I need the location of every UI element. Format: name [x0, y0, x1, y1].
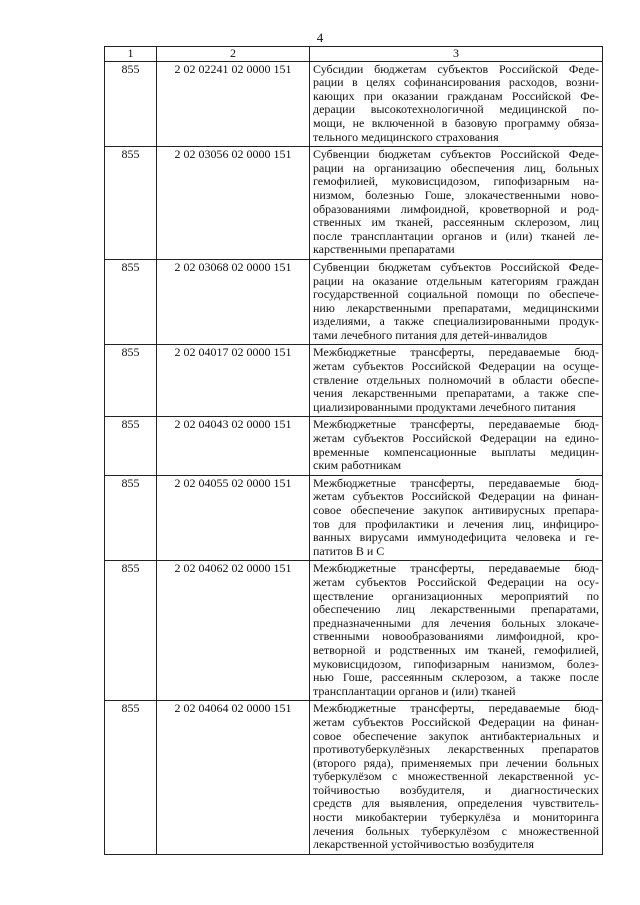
table-row: [105, 61, 603, 147]
description-line: жетам субъектов Российской Федерации на финан-: [313, 489, 599, 504]
description-line: тельного медицинского страхования: [313, 129, 499, 144]
description-line: патитов В и С: [313, 543, 385, 558]
description-line: совое обеспечение закупок антибактериальных и: [313, 728, 599, 743]
description-line: жетам субъектов Российской Федерации на осуще-: [313, 359, 599, 374]
description-line: предназначенными для лечения больных злокаче-: [313, 615, 599, 630]
description-line: кающих при оказании гражданам Российской Фе-: [313, 88, 599, 103]
description-line: нию лекарственными препаратами, медицинскими: [313, 300, 599, 315]
description-line: жетам субъектов Российской Федерации на финан-: [313, 714, 599, 729]
description-cell: [310, 701, 603, 855]
table-row: [105, 561, 603, 701]
description-line: низмом, болезнью Гоше, злокачественными ново-: [313, 187, 599, 202]
description-line: временные компенсационные выплаты медицин-: [313, 444, 599, 459]
description-line: лекарственной устойчивостью возбудителя: [313, 837, 535, 852]
description-cell: [310, 475, 603, 561]
column-header: 1: [105, 47, 157, 62]
description-line: Субвенции бюджетам субъектов Российской Феде-: [313, 147, 599, 162]
page-number: 4: [316, 30, 324, 45]
column-header: 2: [157, 47, 310, 62]
description-line: государственной социальной помощи по обеспече-: [313, 287, 599, 302]
description-cell: [310, 345, 603, 417]
description-line: карственными препаратами: [313, 242, 455, 257]
description-line: тов для профилактики и лечения лиц, инфициро-: [313, 516, 599, 531]
description-line: рации в целях софинансирования расходов, возни-: [313, 75, 599, 90]
description-cell: [310, 417, 603, 475]
description-line: образованиями лимфоидной, кроветворной и род-: [313, 201, 599, 216]
description-cell: [310, 259, 603, 345]
admin-code-cell: 855: [105, 701, 157, 855]
description-line: ществление организационных мероприятий по: [313, 588, 599, 603]
description-line: ности микобактерии туберкулёза и мониторинга: [313, 810, 599, 825]
description-line: противотуберкулёзных лекарственных препаратов: [313, 742, 599, 757]
description-line: ствление отдельных полномочий в области обеспе-: [313, 372, 599, 387]
description-line: туберкулёзом с множественной лекарственной ус-: [313, 769, 599, 784]
admin-code-cell: 855: [105, 475, 157, 561]
description-line: гемофилией, муковисцидозом, гипофизарным на-: [313, 174, 599, 189]
description-line: изделиями, а также специализированными продук-: [313, 314, 599, 329]
description-line: тами лечебного питания для детей-инвалидов: [313, 327, 548, 342]
budget-code-cell: 2 02 04017 02 0000 151: [157, 345, 310, 417]
description-line: циализированными продуктами лечебного питания: [313, 399, 576, 414]
description-line: жетам субъектов Российской Федерации на осу-: [313, 574, 599, 589]
budget-code-cell: 2 02 03068 02 0000 151: [157, 259, 310, 345]
budget-codes-table: [104, 46, 603, 855]
description-line: лечения больных туберкулёзом с множественной: [313, 823, 599, 838]
description-line: рации на организацию обеспечения лиц, больных: [313, 160, 599, 175]
description-line: Межбюджетные трансферты, передаваемые бюд-: [313, 417, 599, 432]
description-line: ственными новообразованиями лимфоидной, кро-: [313, 629, 599, 644]
table-row: [105, 345, 603, 417]
table-row: [105, 417, 603, 475]
table-row: [105, 701, 603, 855]
description-line: Межбюджетные трансферты, передаваемые бюд-: [313, 475, 599, 490]
description-line: рации на оказание отдельным категориям граждан: [313, 273, 599, 288]
admin-code-cell: 855: [105, 561, 157, 701]
description-line: (второго ряда), применяемых при лечении больных: [313, 755, 599, 770]
description-line: Межбюджетные трансферты, передаваемые бюд-: [313, 561, 599, 576]
budget-code-cell: 2 02 04064 02 0000 151: [157, 701, 310, 855]
admin-code-cell: 855: [105, 259, 157, 345]
description-line: ванных вирусами иммунодефицита человека и ге-: [313, 530, 599, 545]
admin-code-cell: 855: [105, 61, 157, 147]
budget-code-cell: 2 02 04062 02 0000 151: [157, 561, 310, 701]
description-line: средств для выявления, определения чувствитель-: [313, 796, 599, 811]
budget-code-cell: 2 02 03056 02 0000 151: [157, 147, 310, 260]
budget-code-cell: 2 02 04055 02 0000 151: [157, 475, 310, 561]
admin-code-cell: 855: [105, 345, 157, 417]
description-line: трансплантации органов и (или) тканей: [313, 683, 516, 698]
admin-code-cell: 855: [105, 147, 157, 260]
description-line: Субвенции бюджетам субъектов Российской Феде-: [313, 259, 599, 274]
description-line: Субсидии бюджетам субъектов Российской Феде-: [313, 61, 599, 76]
description-line: Межбюджетные трансферты, передаваемые бюд-: [313, 345, 599, 360]
description-line: совое обеспечение закупок антивирусных препара-: [313, 503, 599, 517]
description-line: дерации высокотехнологичной медицинской по-: [313, 102, 599, 117]
column-header: 3: [310, 47, 603, 62]
description-line: нью Гоше, рассеянным склерозом, а также после: [313, 670, 599, 685]
table-row: [105, 259, 603, 345]
budget-code-cell: 2 02 04043 02 0000 151: [157, 417, 310, 475]
description-line: после трансплантации органов и (или) тканей ле-: [313, 228, 599, 243]
description-line: мощи, не включенной в базовую программу обяза-: [313, 115, 599, 130]
description-line: ским работникам: [313, 458, 402, 473]
description-cell: [310, 561, 603, 701]
table-row: [105, 147, 603, 260]
description-line: ственных им тканей, рассеянным склерозом, лиц: [313, 215, 599, 230]
description-cell: [310, 147, 603, 260]
table-row: [105, 475, 603, 561]
admin-code-cell: 855: [105, 417, 157, 475]
header-row: [105, 47, 603, 62]
description-line: чения лекарственными препаратами, а также спе-: [313, 386, 599, 401]
description-line: ветворной и родственных им тканей, гемофилией,: [313, 642, 599, 657]
budget-code-cell: 2 02 02241 02 0000 151: [157, 61, 310, 147]
description-line: тойчивостью возбудителя, и диагностических: [313, 782, 599, 797]
description-line: обеспечению лиц лекарственными препаратами,: [313, 602, 599, 617]
description-cell: [310, 61, 603, 147]
description-line: Межбюджетные трансферты, передаваемые бюд-: [313, 701, 599, 716]
description-line: жетам субъектов Российской Федерации на едино-: [313, 431, 599, 446]
description-line: муковисцидозом, гипофизарным нанизмом, болез-: [313, 656, 599, 671]
